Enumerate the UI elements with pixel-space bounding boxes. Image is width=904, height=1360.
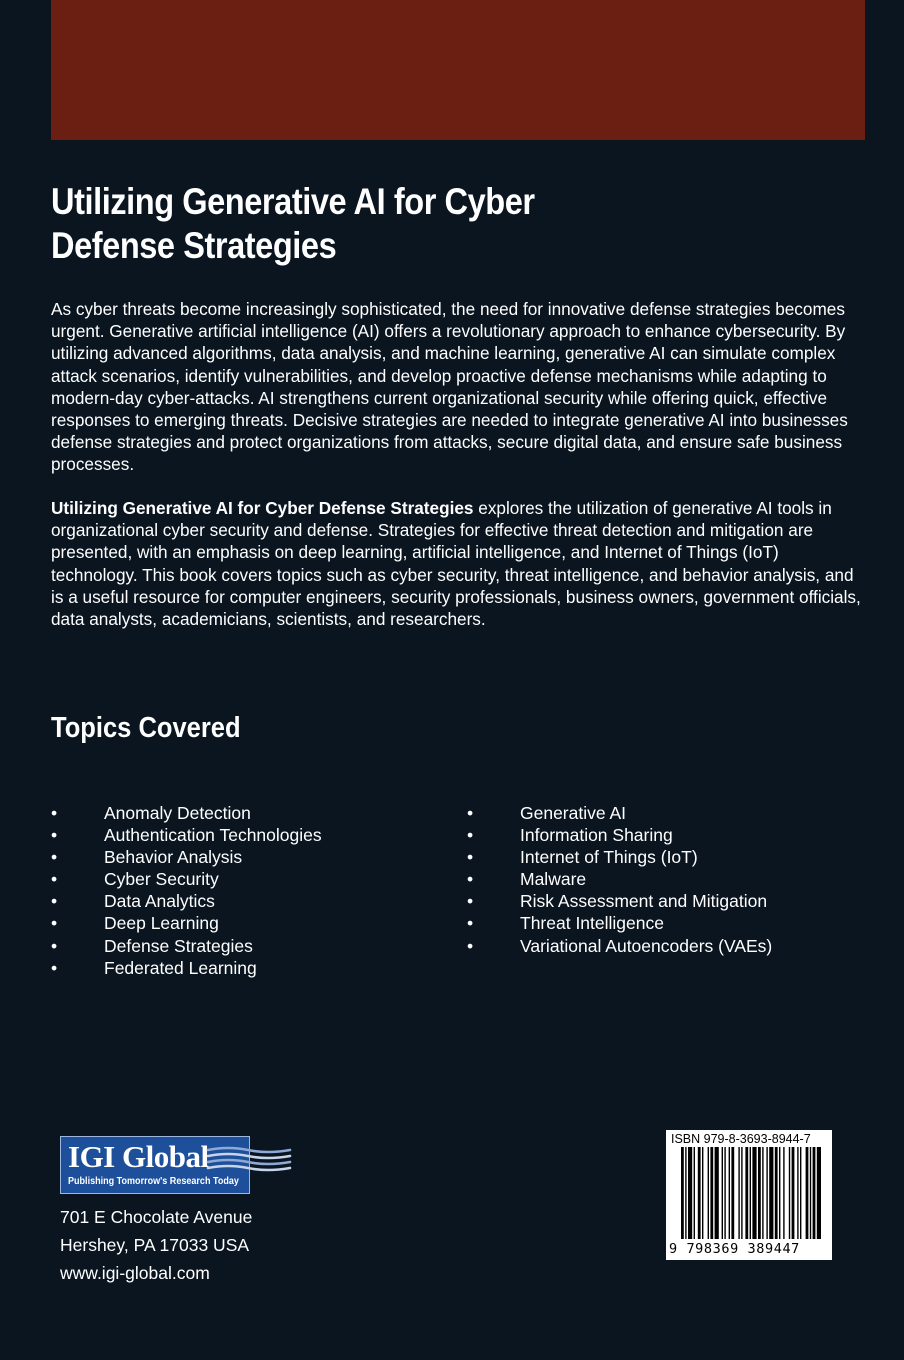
topic-item <box>51 846 451 868</box>
publisher-logo-tagline: Publishing Tomorrow's Research Today <box>68 1175 239 1187</box>
bullet-icon: • <box>467 869 474 890</box>
description-paragraph-2-text: explores the utilization of generative AI tools in organizational cyber security and defense. Strategies for effective threat detection and mitigation are presented, with an emphasis on deep learning, artificial intelligence, and Internet of Things (IoT) technology. This book covers topics such as cyber security, threat intelligence, and behavior analysis, and is a useful resource for computer engineers, security professionals, business owners, government officials, data analysts, academicians, scientists, and researchers. <box>51 498 861 630</box>
barcode-bar <box>681 1147 684 1239</box>
isbn-label: ISBN 979-8-3693-8944-7 <box>671 1132 811 1146</box>
barcode-digits: 9 798369 389447 <box>669 1241 800 1257</box>
barcode-bar <box>731 1147 734 1239</box>
topic-item <box>467 868 867 890</box>
topic-item <box>51 868 451 890</box>
barcode-bar <box>715 1147 719 1239</box>
book-title-line-2: Defense Strategies <box>51 225 337 266</box>
topics-list-right <box>467 802 867 957</box>
barcode-bar <box>722 1147 723 1239</box>
topic-item <box>467 890 867 912</box>
topics-heading: Topics Covered <box>51 712 241 744</box>
barcode-bar <box>738 1147 739 1239</box>
address-city: Hershey, PA 17033 USA <box>60 1235 250 1255</box>
barcode-bar <box>694 1147 695 1239</box>
barcode-bar <box>779 1147 780 1239</box>
bullet-icon: • <box>467 935 474 956</box>
description-paragraph-1: As cyber threats become increasingly sophisticated, the need for innovative defense strategies becomes urgent. Generative artificial intelligence (AI) offers a revolutionary approach to enhance cybersecurity. By utilizing advanced algorithms, data analysis, and machine learning, generative AI can simulate complex attack scenarios, identify vulnerabilities, and develop proactive defense mechanisms while adapting to modern-day cyber-attacks. AI strengthens current organizational security while offering quick, effective responses to emerging threats. Decisive strategies are needed to integrate generative AI into businesses defense strategies and protect organizations from attacks, secure digital data, and ensure safe business processes. <box>51 299 848 475</box>
topic-label: Federated Learning <box>104 957 257 978</box>
topic-label: Anomaly Detection <box>104 803 251 823</box>
barcode-bar <box>792 1147 795 1239</box>
barcode-bar <box>806 1147 809 1239</box>
barcode-bar <box>745 1147 748 1239</box>
bullet-icon: • <box>51 825 58 846</box>
bullet-icon: • <box>51 935 58 956</box>
barcode-bar <box>741 1147 742 1239</box>
flag-waves-icon <box>206 1146 292 1176</box>
bullet-icon: • <box>51 913 58 934</box>
topic-label: Internet of Things (IoT) <box>520 847 698 868</box>
bullet-icon: • <box>51 957 58 978</box>
barcode-bar <box>797 1147 798 1239</box>
topic-item <box>467 846 867 868</box>
topic-item <box>51 912 451 934</box>
barcode-bar <box>813 1147 816 1239</box>
topic-item <box>467 912 867 934</box>
topic-item <box>467 935 867 957</box>
topic-item <box>51 957 451 979</box>
bullet-icon: • <box>467 847 474 868</box>
topic-label: Behavior Analysis <box>104 847 243 868</box>
barcode-bar <box>710 1147 713 1239</box>
bullet-icon: • <box>51 847 58 868</box>
publisher-logo-name: IGI Global <box>68 1139 209 1174</box>
description-paragraph-2 <box>51 497 867 630</box>
topic-item <box>51 824 451 846</box>
topic-label: Variational Autoencoders (VAEs) <box>520 935 773 956</box>
topic-item <box>467 824 867 846</box>
topic-label: Defense Strategies <box>104 935 253 956</box>
topic-item <box>467 802 867 824</box>
top-color-band <box>51 0 865 140</box>
bullet-icon: • <box>51 891 58 912</box>
isbn-barcode <box>666 1130 832 1260</box>
publisher-website-link[interactable]: www.igi-global.com <box>60 1263 210 1283</box>
barcode-bar <box>724 1147 725 1239</box>
bullet-icon: • <box>51 869 58 890</box>
bullet-icon: • <box>467 891 474 912</box>
topic-label: Deep Learning <box>104 913 219 934</box>
barcode-bar <box>752 1147 756 1239</box>
barcode-bar <box>750 1147 751 1239</box>
barcode-bar <box>688 1147 692 1239</box>
barcode-bar <box>800 1147 801 1239</box>
description-book-title-bold: Utilizing Generative AI for Cyber Defense Strategies <box>51 498 474 518</box>
address-street: 701 E Chocolate Avenue <box>60 1207 253 1227</box>
barcode-bar <box>685 1147 686 1239</box>
barcode-bar <box>783 1147 784 1239</box>
barcode-bar <box>758 1147 761 1239</box>
topics-list-left <box>51 802 451 979</box>
topic-label: Risk Assessment and Mitigation <box>520 891 768 912</box>
topic-label: Malware <box>520 869 587 890</box>
barcode-bar <box>762 1147 763 1239</box>
barcode-bar <box>789 1147 790 1239</box>
topic-item <box>51 890 451 912</box>
topic-label: Information Sharing <box>520 825 673 846</box>
bullet-icon: • <box>467 825 474 846</box>
topic-label: Data Analytics <box>104 891 215 912</box>
topic-item <box>51 802 451 824</box>
topic-label: Threat Intelligence <box>520 913 664 934</box>
barcode-bar <box>698 1147 701 1239</box>
topic-item <box>51 935 451 957</box>
barcode-bar <box>810 1147 811 1239</box>
bullet-icon: • <box>467 913 474 934</box>
bullet-icon: • <box>467 803 474 823</box>
barcode-bar <box>769 1147 773 1239</box>
barcode-bar <box>775 1147 778 1239</box>
topic-label: Cyber Security <box>104 869 219 890</box>
topic-label: Generative AI <box>520 803 627 823</box>
book-title-line-1: Utilizing Generative AI for Cyber <box>51 181 535 222</box>
publisher-address <box>60 1203 252 1287</box>
barcode-bar <box>817 1147 821 1239</box>
book-title <box>51 180 597 268</box>
barcode-bar <box>708 1147 709 1239</box>
barcode-bar <box>766 1147 767 1239</box>
barcode-bar <box>702 1147 703 1239</box>
bullet-icon: • <box>51 803 58 823</box>
barcode-bars <box>669 1147 829 1243</box>
barcode-bar <box>729 1147 730 1239</box>
publisher-logo <box>60 1136 292 1196</box>
topic-label: Authentication Technologies <box>104 825 322 846</box>
